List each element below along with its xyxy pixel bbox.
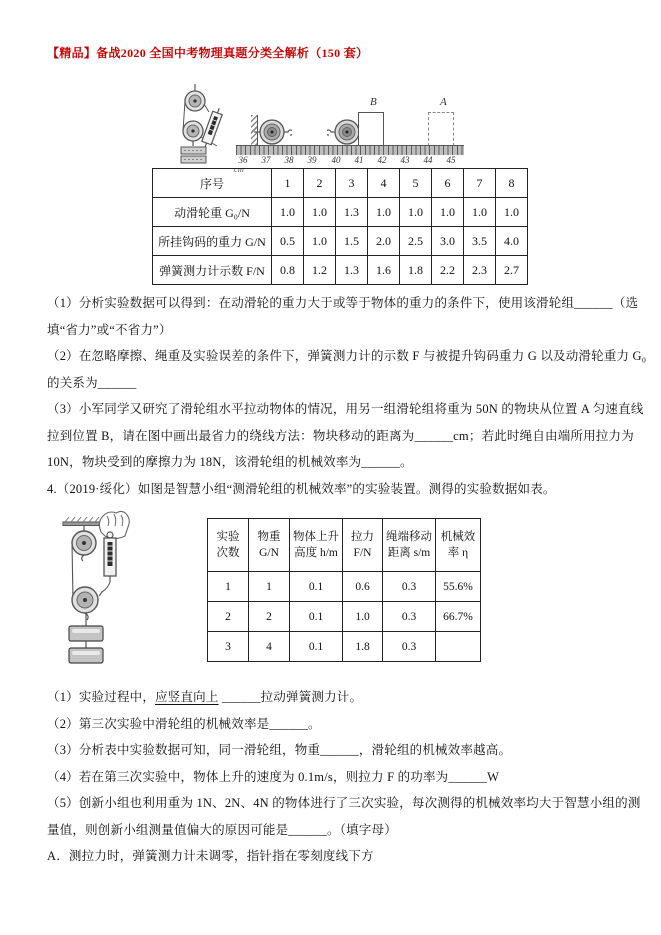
table-cell: 66.7% [436,602,481,632]
fixed-pulley-icon [72,531,96,561]
col-header: 物体上升 高度 h/m [290,519,343,572]
table-cell: 0.3 [383,572,436,602]
weights-icon [69,626,103,663]
table-cell: 8 [496,169,528,198]
table-cell: 0.1 [290,572,343,602]
table-cell: 2.5 [400,227,432,256]
q4-part3-line: （3）分析表中实验数据可知，同一滑轮组，物重______，滑轮组的机械效率越高。 [47,743,512,757]
table-cell: 1.8 [400,256,432,285]
table-cell: 1.5 [336,227,368,256]
col-header: 物重 G/N [249,519,290,572]
weights-icon [181,147,206,163]
experiment-data-table-1 [152,168,528,285]
ruler-tick-42: 42 [377,155,387,165]
table-cell: 1.6 [368,256,400,285]
ruler-tick-45: 45 [446,155,456,165]
ruler-tick-37: 37 [261,155,271,165]
table-row [208,632,481,662]
q4-part5-line1: （5）创新小组也利用重为 1N、2N、4N 的物体进行了三次实验，每次测得的机械效率均大于智慧小组的测 [47,796,641,810]
horizontal-pulley-icon-1 [252,118,292,146]
q3-part3-line2: 拉到位置 B，请在图中画出最省力的绕线方法：物块移动的距离为______cm；若此时绳自由端所用拉力为 [47,428,634,443]
table-cell: 1 [249,572,290,602]
table-cell [436,632,481,662]
table-cell: 1.0 [368,198,400,227]
table-cell: 7 [464,169,496,198]
table-cell: 0.1 [290,632,343,662]
underlined-phrase: 应竖直向上 [155,690,219,704]
q3-part1-line1: （1）分析实验数据可以得到：在动滑轮的重力大于或等于物体的重力的条件下，使用该滑轮组______（选 [47,296,639,310]
table-cell: 3 [336,169,368,198]
table-cell: 4 [249,632,290,662]
table-row [208,602,481,632]
q4-part2-line: （2）第三次实验中滑轮组的机械效率是______。 [47,716,321,731]
table-cell: 1.0 [400,198,432,227]
q3-part1-line2: 填“省力”或“不省力”） [47,322,172,337]
col-header: 机械效 率 η [436,519,481,572]
table-cell: 1.0 [343,602,383,632]
table-cell: 1.0 [304,227,336,256]
table-cell: 2 [208,602,249,632]
row-header: 动滑轮重 G₀/N [153,198,272,227]
row-header: 弹簧测力计示数 F/N [153,256,272,285]
spring-scale-icon [104,532,116,582]
pulley-system-diagram-1 [160,84,240,164]
table-cell: 0.3 [383,632,436,662]
table-cell: 4 [368,169,400,198]
q4-part4-line: （4）若在第三次实验中，物体上升的速度为 0.1m/s，则拉力 F 的功率为______W [47,769,500,784]
table-cell: 2.0 [368,227,400,256]
ruler-tick-40: 40 [331,155,341,165]
q3-part3-line3: 10N，物块受到的摩擦力为 18N，该滑轮组的机械效率为______。 [47,455,413,469]
experiment-data-table-2 [207,518,481,662]
table-cell: 5 [400,169,432,198]
question-4-intro: 4.（2019·绥化）如图是智慧小组“测滑轮组的机械效率”的实验装置。测得的实验数据如表。 [47,481,556,496]
table-cell: 2 [304,169,336,198]
table-cell: 2 [249,602,290,632]
table-cell: 0.1 [290,602,343,632]
table-cell: 1 [272,169,304,198]
table-cell: 1.0 [496,198,528,227]
q4-part1-line: （1）实验过程中，应竖直向上 ______拉动弹簧测力计。 [47,690,363,704]
table-row [153,198,528,227]
ruler-diagram [232,90,472,174]
ruler-tick-38: 38 [284,155,294,165]
table-cell: 3.0 [432,227,464,256]
table-cell: 4.0 [496,227,528,256]
table-cell: 1.0 [304,198,336,227]
col-header: 实验 次数 [208,519,249,572]
block-b [358,112,384,146]
hand-icon [99,511,129,538]
table-cell: 1.8 [343,632,383,662]
table-cell: 3.5 [464,227,496,256]
block-b-label: B [370,96,377,108]
table-cell: 1 [208,572,249,602]
ruler-tick-44: 44 [423,155,433,165]
table-cell: 0.6 [343,572,383,602]
ruler-tick-41: 41 [354,155,364,165]
fixed-pulley-icon [185,91,205,111]
table-cell: 1.0 [272,198,304,227]
table-cell: 0.5 [272,227,304,256]
table-row [153,169,528,198]
table-row [153,227,528,256]
ruler-tick-43: 43 [400,155,410,165]
table-cell: 55.6% [436,572,481,602]
q3-part2-line2: 的关系为______ [47,375,137,390]
block-a-dashed [428,112,454,146]
table-row [208,572,481,602]
table-cell: 2.7 [496,256,528,285]
table-cell: 0.3 [383,602,436,632]
row-header: 所挂钩码的重力 G/N [153,227,272,256]
col-header: 拉力 F/N [343,519,383,572]
col-header: 绳端移动 距离 s/m [383,519,436,572]
ruler-unit-label: cm [234,164,244,174]
table-cell: 2.3 [464,256,496,285]
table-cell: 1.2 [304,256,336,285]
table-cell: 0.8 [272,256,304,285]
question-3-block [47,290,647,502]
table-cell: 1.0 [432,198,464,227]
page-title: 【精品】备战2020 全国中考物理真题分类全解析（150 套） [47,46,369,60]
ruler-tick-36: 36 [238,155,248,165]
table-header-row [208,519,481,572]
row-header: 序号 [153,169,272,198]
table-cell: 6 [432,169,464,198]
question-4-block [47,684,641,870]
ruler-scale [236,145,464,155]
ruler-tick-39: 39 [307,155,317,165]
q3-part3-line1: （3）小军同学又研究了滑轮组水平拉动物体的情况，用另一组滑轮组将重为 50N 的物块从位置 A 匀速直线 [47,402,644,416]
movable-pulley-icon [72,587,98,620]
block-a-label: A [440,96,447,108]
q4-part5-line2: 量值，则创新小组测量值偏大的原因可能是______。（填字母） [47,822,397,837]
pulley-system-diagram-2 [55,508,150,670]
table-cell: 3 [208,632,249,662]
table-cell: 1.0 [464,198,496,227]
movable-pulley-icon [183,121,203,141]
q4-option-a: A．测拉力时，弹簧测力计未调零，指针指在零刻度线下方 [47,849,374,863]
q3-part2-line1: （2）在忽略摩擦、绳重及实验误差的条件下，弹簧测力计的示数 F 与被提升钩码重力 G 以及动滑轮重力 G₀ [47,349,647,363]
table-cell: 2.2 [432,256,464,285]
table-cell: 1.3 [336,198,368,227]
table-cell: 1.3 [336,256,368,285]
spring-scale-icon [200,107,224,151]
table-row [153,256,528,285]
